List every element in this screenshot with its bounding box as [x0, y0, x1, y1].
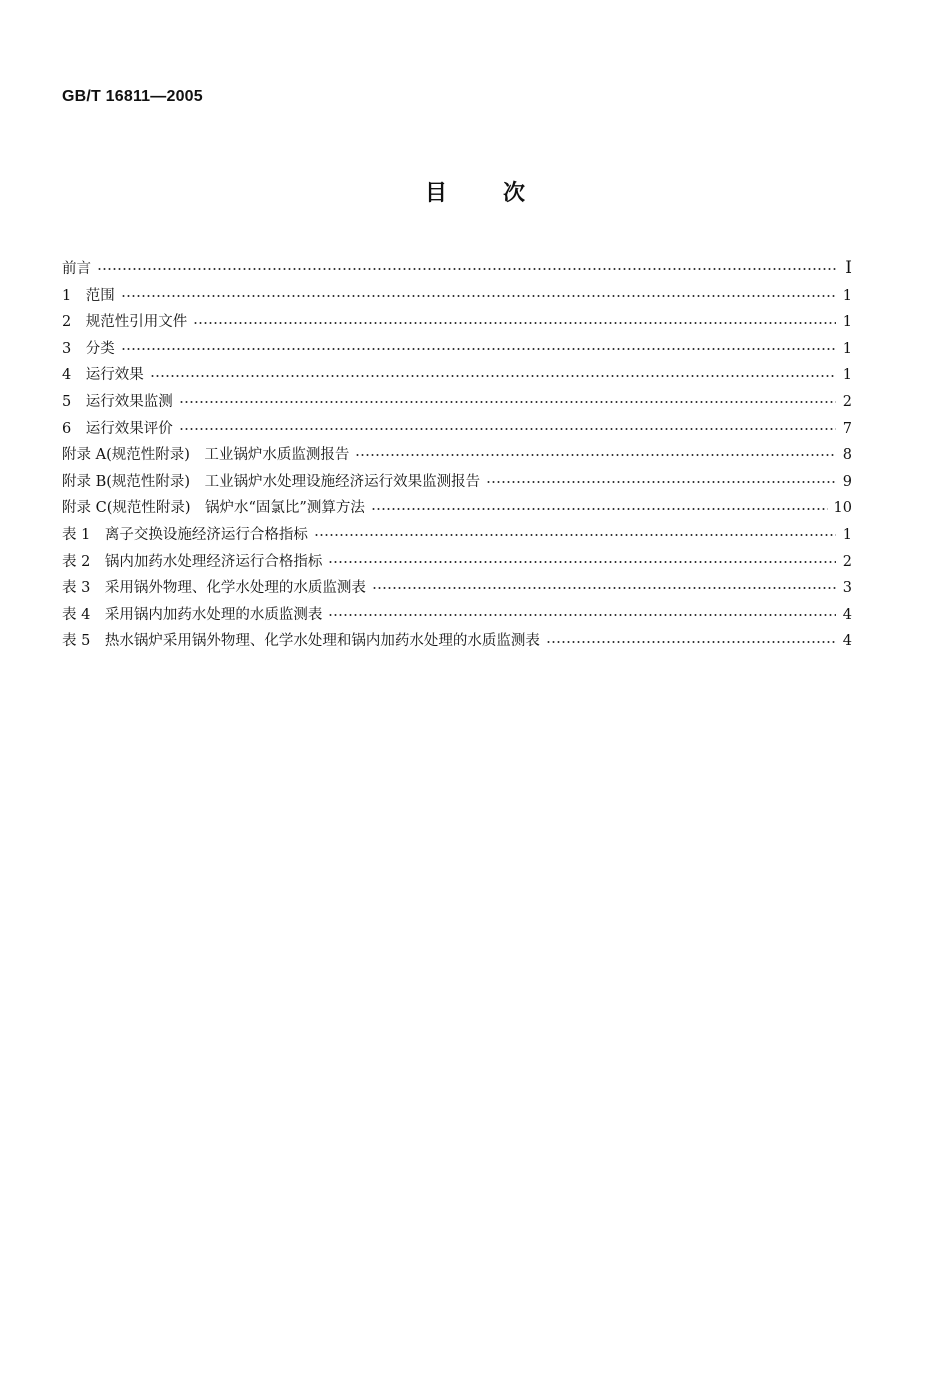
- toc-entry-table-2[interactable]: [62, 550, 852, 577]
- toc-entry-label: 表 2 锅内加药水处理经济运行合格指标: [62, 553, 323, 570]
- toc-entry-page: 1: [842, 340, 852, 357]
- toc-title: 目次: [424, 181, 581, 206]
- toc-dot-leader: [486, 473, 836, 488]
- toc-entry-label: 3 分类: [62, 340, 115, 357]
- toc-entry-normative-references[interactable]: [62, 310, 852, 337]
- toc-dot-leader: [355, 447, 836, 462]
- toc-entry-page: 4: [842, 633, 852, 650]
- toc-entry-annex-c[interactable]: [62, 496, 852, 523]
- toc-dot-leader: [121, 340, 836, 355]
- table-of-contents: [62, 257, 852, 656]
- toc-dot-leader: [328, 606, 836, 621]
- toc-entry-label: 表 3 采用锅外物理、化学水处理的水质监测表: [62, 580, 366, 597]
- toc-entry-page: 9: [842, 473, 852, 490]
- toc-entry-page: 3: [842, 580, 852, 597]
- toc-entry-page: 4: [842, 606, 852, 623]
- toc-dot-leader: [328, 553, 836, 568]
- toc-entry-label: 4 运行效果: [62, 367, 144, 384]
- toc-entry-foreword[interactable]: [62, 257, 852, 284]
- toc-dot-leader: [121, 287, 836, 302]
- toc-dot-leader: [179, 393, 836, 408]
- toc-entry-page: 10: [833, 500, 852, 517]
- toc-entry-page: 1: [842, 367, 852, 384]
- toc-entry-table-1[interactable]: [62, 523, 852, 550]
- toc-entry-page: 1: [842, 314, 852, 331]
- toc-entry-label: 6 运行效果评价: [62, 420, 173, 437]
- toc-entry-label: 1 范围: [62, 287, 115, 304]
- toc-dot-leader: [371, 500, 828, 515]
- toc-entry-label: 前言: [62, 261, 91, 277]
- toc-entry-page: 7: [842, 420, 852, 437]
- toc-entry-effect-evaluation[interactable]: [62, 417, 852, 444]
- toc-dot-leader: [193, 314, 836, 329]
- toc-entry-label: 5 运行效果监测: [62, 393, 173, 410]
- toc-entry-label: 2 规范性引用文件: [62, 314, 188, 331]
- toc-entry-label: 附录 A(规范性附录) 工业锅炉水质监测报告: [62, 447, 350, 464]
- toc-entry-classification[interactable]: [62, 337, 852, 364]
- toc-entry-label: 附录 C(规范性附录) 锅炉水“固氯比”测算方法: [62, 500, 365, 517]
- toc-dot-leader: [372, 580, 836, 595]
- standard-code: GB/T 16811—2005: [62, 88, 203, 105]
- toc-entry-label: 表 5 热水锅炉采用锅外物理、化学水处理和锅内加药水处理的水质监测表: [62, 633, 540, 650]
- toc-entry-annex-b[interactable]: [62, 470, 852, 497]
- toc-entry-page: 8: [842, 447, 852, 464]
- toc-entry-page: 1: [842, 526, 852, 543]
- toc-entry-page: 1: [842, 287, 852, 304]
- toc-entry-page: 2: [842, 553, 852, 570]
- toc-entry-operation-effect[interactable]: [62, 363, 852, 390]
- toc-entry-table-4[interactable]: [62, 603, 852, 630]
- toc-entry-page: I: [845, 258, 852, 278]
- toc-dot-leader: [546, 633, 836, 648]
- toc-entry-scope[interactable]: [62, 284, 852, 311]
- toc-entry-effect-monitoring[interactable]: [62, 390, 852, 417]
- toc-entry-table-3[interactable]: [62, 576, 852, 603]
- toc-entry-page: 2: [842, 393, 852, 410]
- toc-dot-leader: [179, 420, 836, 435]
- toc-dot-leader: [150, 367, 836, 382]
- toc-entry-label: 附录 B(规范性附录) 工业锅炉水处理设施经济运行效果监测报告: [62, 473, 481, 490]
- toc-entry-annex-a[interactable]: [62, 443, 852, 470]
- toc-entry-label: 表 1 离子交换设施经济运行合格指标: [62, 526, 308, 543]
- toc-dot-leader: [314, 526, 836, 541]
- toc-dot-leader: [97, 261, 836, 276]
- toc-entry-label: 表 4 采用锅内加药水处理的水质监测表: [62, 606, 323, 623]
- toc-entry-table-5[interactable]: [62, 629, 852, 656]
